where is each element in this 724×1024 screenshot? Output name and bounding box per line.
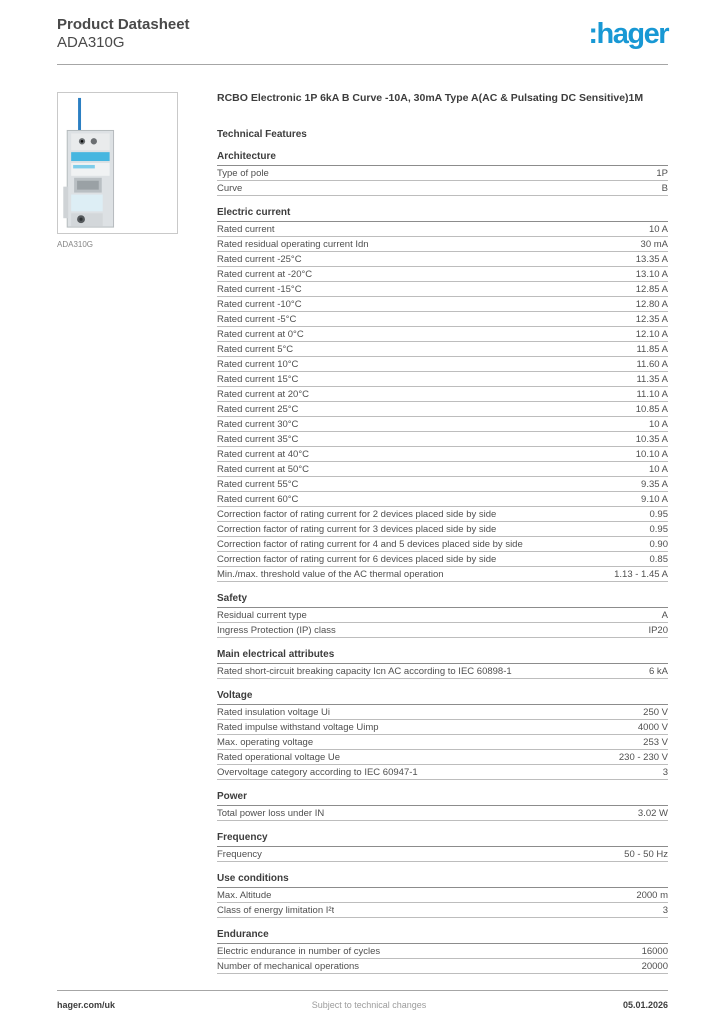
spec-label: Residual current type [217,610,307,621]
spec-value: 10 A [648,463,668,475]
spec-row [217,357,668,372]
section-title: Use conditions [217,873,668,888]
spec-label: Max. Altitude [217,890,272,901]
main-content [57,92,668,974]
spec-value: A [661,609,668,621]
spec-row [217,567,668,582]
spec-section [217,151,668,196]
page-footer [57,990,668,1010]
spec-value: 11.35 A [636,373,668,385]
spec-label: Rated current 25°C [217,404,299,415]
spec-section [217,791,668,821]
spec-label: Correction factor of rating current for 3 devices placed side by side [217,524,497,535]
spec-row [217,522,668,537]
spec-section [217,929,668,974]
spec-row [217,537,668,552]
spec-label: Rated current at -20°C [217,269,313,280]
spec-row [217,222,668,237]
spec-label: Rated insulation voltage Ui [217,707,331,718]
spec-label: Min./max. threshold value of the AC thermal operation [217,569,444,580]
spec-row [217,664,668,679]
spec-value: B [661,182,668,194]
spec-label: Rated current 5°C [217,344,294,355]
spec-value: 16000 [641,945,668,957]
spec-value: 2000 m [636,889,668,901]
section-title: Voltage [217,690,668,705]
spec-row [217,181,668,196]
spec-value: 9.10 A [641,493,668,505]
spec-row [217,750,668,765]
spec-label: Correction factor of rating current for 6 devices placed side by side [217,554,497,565]
spec-row [217,237,668,252]
spec-value: 50 - 50 Hz [624,848,668,860]
spec-value: 12.35 A [635,313,668,325]
spec-label: Rated current at 0°C [217,329,304,340]
spec-label: Ingress Protection (IP) class [217,625,336,636]
spec-row [217,282,668,297]
spec-label: Rated current 60°C [217,494,299,505]
spec-label: Rated current 35°C [217,434,299,445]
section-title: Safety [217,593,668,608]
spec-label: Rated current -15°C [217,284,302,295]
spec-row [217,507,668,522]
spec-value: 10 A [648,418,668,430]
spec-row [217,267,668,282]
section-title: Electric current [217,207,668,222]
section-title: Main electrical attributes [217,649,668,664]
spec-label: Rated current 30°C [217,419,299,430]
spec-label: Class of energy limitation I²t [217,905,335,916]
spec-value: 13.35 A [635,253,668,265]
footer-website-link[interactable]: hager.com/uk [57,1000,116,1010]
spec-value: 12.80 A [635,298,668,310]
spec-row [217,944,668,959]
spec-value: 0.95 [649,508,668,520]
spec-row [217,552,668,567]
spec-value: 12.85 A [635,283,668,295]
product-reference: ADA310G [57,34,125,51]
footer-date: 05.01.2026 [622,1000,668,1010]
spec-value: 10 A [648,223,668,235]
spec-label: Rated current 55°C [217,479,299,490]
spec-label: Rated short-circuit breaking capacity Icn AC according to IEC 60898-1 [217,666,512,677]
spec-section [217,593,668,638]
spec-label: Max. operating voltage [217,737,314,748]
hager-logo: :hager [588,18,668,50]
spec-label: Number of mechanical operations [217,961,360,972]
spec-value: 12.10 A [635,328,668,340]
spec-value: 230 - 230 V [618,751,668,763]
spec-row [217,372,668,387]
spec-row [217,462,668,477]
spec-row [217,312,668,327]
spec-section [217,690,668,780]
spec-row [217,959,668,974]
spec-label: Rated current 10°C [217,359,299,370]
spec-label: Correction factor of rating current for 2 devices placed side by side [217,509,497,520]
spec-label: Total power loss under IN [217,808,325,819]
spec-section [217,832,668,862]
spec-value: 0.95 [649,523,668,535]
product-image-frame [57,92,178,234]
spec-column [217,92,668,974]
footer-disclaimer: Subject to technical changes [311,1000,427,1010]
product-title: RCBO Electronic 1P 6kA B Curve -10A, 30mA Type A(AC & Pulsating DC Sensitive)1M [217,92,644,104]
spec-label: Rated current at 40°C [217,449,309,460]
spec-row [217,166,668,181]
spec-label: Type of pole [217,168,269,179]
spec-label: Rated residual operating current Idn [217,239,369,250]
spec-value: 30 mA [640,238,668,250]
section-title: Endurance [217,929,668,944]
spec-row [217,252,668,267]
spec-label: Rated current at 50°C [217,464,309,475]
spec-row [217,735,668,750]
spec-row [217,847,668,862]
page-header [57,16,668,65]
spec-row [217,806,668,821]
spec-row [217,297,668,312]
spec-value: 250 V [643,706,668,718]
spec-value: 10.85 A [635,403,668,415]
spec-section [217,873,668,918]
spec-row [217,327,668,342]
circuit-breaker-image [58,93,177,233]
technical-features-heading: Technical Features [217,129,307,140]
spec-value: 20000 [641,960,668,972]
spec-label: Rated current -10°C [217,299,302,310]
spec-label: Electric endurance in number of cycles [217,946,381,957]
spec-label: Curve [217,183,243,194]
spec-value: 10.10 A [635,448,668,460]
spec-label: Rated current at 20°C [217,389,309,400]
spec-value: 6 kA [648,665,668,677]
spec-value: 1.13 - 1.45 A [614,568,668,580]
section-title: Power [217,791,668,806]
spec-value: 3 [662,766,668,778]
spec-label: Rated current [217,224,275,235]
spec-value: 13.10 A [635,268,668,280]
spec-value: 11.85 A [636,343,668,355]
spec-row [217,903,668,918]
spec-row [217,765,668,780]
spec-value: 3.02 W [637,807,668,819]
spec-row [217,477,668,492]
spec-value: 4000 V [637,721,668,733]
spec-label: Frequency [217,849,262,860]
spec-row [217,888,668,903]
spec-row [217,492,668,507]
spec-row [217,417,668,432]
spec-row [217,432,668,447]
header-titles [57,16,190,52]
spec-label: Rated current -5°C [217,314,297,325]
spec-row [217,705,668,720]
spec-value: 253 V [643,736,668,748]
spec-label: Overvoltage category according to IEC 60947-1 [217,767,418,778]
spec-value: 11.60 A [636,358,668,370]
spec-section [217,649,668,679]
spec-value: 11.10 A [636,388,668,400]
spec-value: 10.35 A [635,433,668,445]
spec-sections [217,151,668,974]
document-title: Product Datasheet [57,16,190,33]
spec-label: Rated operational voltage Ue [217,752,341,763]
spec-label: Correction factor of rating current for 4 and 5 devices placed side by side [217,539,523,550]
spec-row [217,720,668,735]
spec-section [217,207,668,582]
spec-value: 1P [656,167,668,179]
spec-value: IP20 [648,624,668,636]
product-image-column [57,92,179,974]
spec-value: 0.90 [649,538,668,550]
spec-label: Rated current -25°C [217,254,302,265]
spec-row [217,402,668,417]
section-title: Architecture [217,151,668,166]
spec-row [217,387,668,402]
spec-value: 9.35 A [641,478,668,490]
spec-label: Rated current 15°C [217,374,299,385]
spec-row [217,447,668,462]
product-image-caption: ADA310G [57,240,94,249]
spec-value: 3 [662,904,668,916]
spec-value: 0.85 [649,553,668,565]
section-title: Frequency [217,832,668,847]
spec-row [217,623,668,638]
spec-label: Rated impulse withstand voltage Uimp [217,722,379,733]
spec-row [217,608,668,623]
spec-row [217,342,668,357]
